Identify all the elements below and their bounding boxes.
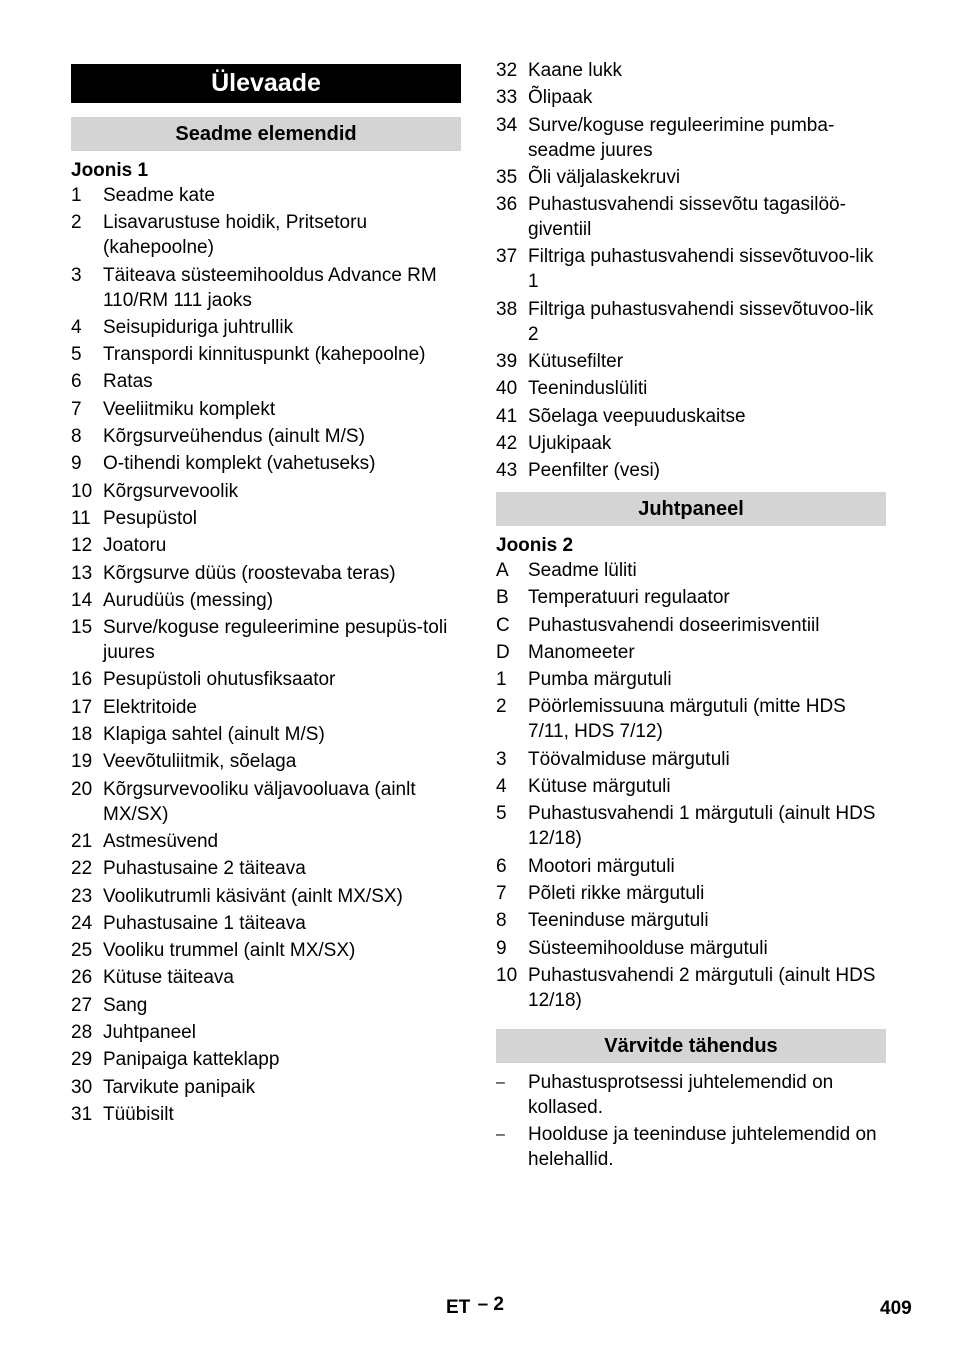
list-item xyxy=(71,749,461,774)
list-item-number: 35 xyxy=(496,166,518,188)
list-item-text: Täiteava süsteemihooldus Advance RM 110/RM 111 jaoks xyxy=(103,264,437,311)
list-item-text: Põleti rikke märgutuli xyxy=(528,882,705,904)
list-item xyxy=(496,349,886,374)
list-item xyxy=(71,369,461,394)
list-item-number: 5 xyxy=(496,803,507,825)
list-item xyxy=(496,558,886,583)
footer-section-number: – 2 xyxy=(477,1294,504,1315)
device-elements-list-part-2 xyxy=(496,58,886,486)
list-item xyxy=(71,722,461,747)
list-item-number: 2 xyxy=(71,212,82,234)
list-item-text: Filtriga puhastusvahendi sissevõtuvoo-lik 1 xyxy=(528,246,874,293)
list-item-text: Kõrgsurvevoolik xyxy=(103,480,239,502)
list-item-text: Süsteemihoolduse märgutuli xyxy=(528,937,768,959)
list-item xyxy=(71,856,461,881)
list-item xyxy=(71,588,461,613)
list-item xyxy=(71,210,461,260)
list-item xyxy=(496,85,886,110)
list-item xyxy=(71,397,461,422)
list-item-number: 23 xyxy=(71,885,93,907)
list-item xyxy=(71,1047,461,1072)
list-item xyxy=(71,342,461,367)
list-item-number: 22 xyxy=(71,858,93,880)
list-item-text: Puhastusvahendi 2 märgutuli (ainult HDS 12/18) xyxy=(528,964,876,1011)
list-item xyxy=(71,884,461,909)
list-item-number: 17 xyxy=(71,696,93,718)
list-item xyxy=(71,479,461,504)
list-item-number: 5 xyxy=(71,344,82,366)
list-item-text: Klapiga sahtel (ainult M/S) xyxy=(103,724,325,746)
list-item xyxy=(496,1122,886,1172)
list-item-text: Transpordi kinnituspunkt (kahepoolne) xyxy=(103,344,426,366)
list-item-text: Hoolduse ja teeninduse juhtelemendid on helehallid. xyxy=(528,1124,877,1171)
list-item xyxy=(71,911,461,936)
list-item-number: 43 xyxy=(496,460,518,482)
list-item xyxy=(71,1102,461,1127)
list-item-text: Mootori märgutuli xyxy=(528,855,675,877)
list-item-number: 40 xyxy=(496,378,518,400)
list-item xyxy=(496,1070,886,1120)
list-item-text: Teeninduslüliti xyxy=(528,378,648,400)
list-item xyxy=(496,113,886,163)
list-item xyxy=(496,585,886,610)
list-item-number: 9 xyxy=(71,453,82,475)
list-item xyxy=(71,695,461,720)
color-meaning-list xyxy=(496,1070,886,1175)
page-title: Ülevaade xyxy=(71,64,461,103)
list-item-text: Vooliku trummel (ainlt MX/SX) xyxy=(103,940,356,962)
list-item-number: 27 xyxy=(71,994,93,1016)
list-item xyxy=(71,938,461,963)
list-item-text: Surve/koguse reguleerimine pesupüs-toli juures xyxy=(103,617,448,664)
list-item-text: Puhastusaine 1 täiteava xyxy=(103,912,306,934)
list-item-number: 1 xyxy=(496,669,507,691)
list-item xyxy=(496,881,886,906)
list-item-number: 20 xyxy=(71,778,93,800)
list-item xyxy=(496,801,886,851)
list-item-number: 24 xyxy=(71,912,93,934)
list-item-text: Seadme lüliti xyxy=(528,560,637,581)
list-item-number: 21 xyxy=(71,830,93,852)
list-item xyxy=(496,908,886,933)
list-item-text: Puhastusprotsessi juhtelemendid on kollased. xyxy=(528,1072,834,1118)
list-item-number: 26 xyxy=(71,967,93,989)
list-item-number: 25 xyxy=(71,940,93,962)
list-item xyxy=(71,777,461,827)
section-header-color-meaning: Värvitde tähendus xyxy=(496,1029,886,1063)
list-item-number: 2 xyxy=(496,696,507,718)
figure-label-1: Joonis 1 xyxy=(71,160,149,181)
list-item-number: C xyxy=(496,614,510,636)
list-item-text: Elektritoide xyxy=(103,696,197,718)
list-item-text: Juhtpaneel xyxy=(103,1022,196,1044)
device-elements-list-part-1 xyxy=(71,183,461,1129)
list-item xyxy=(496,774,886,799)
list-item xyxy=(496,640,886,665)
list-item-text: Pesupüstol xyxy=(103,507,198,529)
list-item xyxy=(71,1075,461,1100)
list-item-text: Temperatuuri regulaator xyxy=(528,587,730,609)
list-item-number: 10 xyxy=(496,964,518,986)
list-item-number: 32 xyxy=(496,60,518,81)
list-item-text: Puhastusvahendi doseerimisventiil xyxy=(528,614,820,636)
list-item-number: – xyxy=(496,1126,505,1144)
list-item xyxy=(496,165,886,190)
list-item xyxy=(496,297,886,347)
list-item-text: Joatoru xyxy=(103,535,167,557)
list-item-number: 3 xyxy=(496,748,507,770)
list-item-text: Ratas xyxy=(103,371,153,393)
list-item-number: 33 xyxy=(496,87,518,109)
list-item-text: Puhastusvahendi 1 märgutuli (ainult HDS 12/18) xyxy=(528,803,876,850)
list-item-text: Puhastusaine 2 täiteava xyxy=(103,858,306,880)
list-item-number: 4 xyxy=(71,316,82,338)
list-item-number: – xyxy=(496,1074,505,1091)
list-item xyxy=(496,458,886,483)
list-item xyxy=(71,424,461,449)
list-item-text: Pöörlemissuuna märgutuli (mitte HDS 7/11, HDS 7/12) xyxy=(528,696,846,743)
list-item-text: Seadme kate xyxy=(103,185,215,206)
list-item xyxy=(71,615,461,665)
list-item xyxy=(71,506,461,531)
list-item-number: 18 xyxy=(71,724,93,746)
list-item-text: Teeninduse märgutuli xyxy=(528,910,709,932)
list-item-text: Voolikutrumli käsivänt (ainlt MX/SX) xyxy=(103,885,403,907)
footer-language-code: ET xyxy=(446,1297,471,1318)
list-item-text: Peenfilter (vesi) xyxy=(528,460,660,482)
list-item-number: 7 xyxy=(71,398,82,420)
list-item-number: 15 xyxy=(71,617,93,639)
list-item-number: 3 xyxy=(71,264,82,286)
list-item-number: 7 xyxy=(496,882,507,904)
list-item-number: 11 xyxy=(71,507,91,529)
list-item xyxy=(496,936,886,961)
list-item xyxy=(496,963,886,1013)
list-item xyxy=(496,58,886,83)
list-item-text: Pumba märgutuli xyxy=(528,669,672,691)
list-item-text: Kütuse täiteava xyxy=(103,967,234,989)
list-item xyxy=(496,431,886,456)
list-item-text: Kaane lukk xyxy=(528,60,623,81)
list-item-number: 10 xyxy=(71,480,93,502)
list-item-text: Puhastusvahendi sissevõtu tagasilöö-gіventiil xyxy=(528,194,846,241)
list-item-number: 39 xyxy=(496,351,518,373)
list-item xyxy=(71,1020,461,1045)
list-item xyxy=(496,244,886,294)
list-item-text: Seisupiduriga juhtrullik xyxy=(103,316,294,338)
list-item xyxy=(71,451,461,476)
list-item-text: Töövalmiduse märgutuli xyxy=(528,748,730,770)
list-item xyxy=(496,667,886,692)
list-item xyxy=(496,613,886,638)
list-item-number: 36 xyxy=(496,194,518,216)
list-item-number: A xyxy=(496,560,509,581)
list-item xyxy=(71,829,461,854)
list-item-number: B xyxy=(496,587,509,609)
list-item-text: Lisavarustuse hoidik, Pritsetoru (kahepoolne) xyxy=(103,212,368,259)
list-item-text: Astmesüvend xyxy=(103,830,219,852)
list-item-text: O-tihendi komplekt (vahetuseks) xyxy=(103,453,376,475)
list-item-text: Surve/koguse reguleerimine pumba-seadme juures xyxy=(528,114,835,161)
list-item xyxy=(71,561,461,586)
list-item xyxy=(496,404,886,429)
list-item xyxy=(71,533,461,558)
list-item xyxy=(496,854,886,879)
list-item xyxy=(71,965,461,990)
list-item xyxy=(71,667,461,692)
list-item-text: Ujukipaak xyxy=(528,432,612,454)
list-item xyxy=(71,315,461,340)
list-item-number: 4 xyxy=(496,776,507,798)
list-item-number: 12 xyxy=(71,535,93,557)
list-item-number: 16 xyxy=(71,669,93,691)
list-item-number: 14 xyxy=(71,589,93,611)
list-item-number: 6 xyxy=(496,855,507,877)
list-item-text: Sang xyxy=(103,994,148,1016)
list-item-number: 34 xyxy=(496,114,518,136)
list-item-number: D xyxy=(496,641,510,663)
list-item-number: 41 xyxy=(496,405,518,427)
list-item xyxy=(71,993,461,1018)
list-item-number: 6 xyxy=(71,371,82,393)
list-item xyxy=(71,183,461,208)
footer-language xyxy=(446,1294,504,1319)
list-item-number: 31 xyxy=(71,1103,93,1125)
list-item-text: Kütuse märgutuli xyxy=(528,776,671,798)
list-item-text: Aurudüüs (messing) xyxy=(103,589,274,611)
list-item-text: Veevõtuliitmik, sõelaga xyxy=(103,751,297,773)
list-item-text: Panipaiga katteklapp xyxy=(103,1049,280,1071)
list-item-text: Manomeeter xyxy=(528,641,635,663)
section-header-device-elements: Seadme elemendid xyxy=(71,117,461,151)
list-item-text: Kõrgsurve düüs (roostevaba teras) xyxy=(103,562,396,584)
list-item-text: Veeliitmiku komplekt xyxy=(103,398,276,420)
list-item-text: Õli väljalaskekruvi xyxy=(528,166,681,188)
list-item-number: 28 xyxy=(71,1022,93,1044)
list-item-text: Kütusefilter xyxy=(528,351,624,373)
list-item-text: Õlipaak xyxy=(528,87,593,109)
list-item xyxy=(71,263,461,313)
footer-page-number: 409 xyxy=(880,1298,912,1319)
list-item-number: 29 xyxy=(71,1049,93,1071)
list-item-number: 38 xyxy=(496,298,518,320)
list-item-number: 42 xyxy=(496,432,518,454)
list-item-text: Kõrgsurveühendus (ainult M/S) xyxy=(103,426,365,448)
list-item xyxy=(496,376,886,401)
list-item-text: Pesupüstoli ohutusfiksaator xyxy=(103,669,336,691)
list-item-number: 1 xyxy=(71,185,82,206)
control-panel-list xyxy=(496,558,886,1015)
list-item-number: 37 xyxy=(496,246,518,268)
list-item xyxy=(496,694,886,744)
list-item-number: 30 xyxy=(71,1076,93,1098)
list-item xyxy=(496,747,886,772)
list-item-number: 8 xyxy=(496,910,507,932)
list-item-text: Kõrgsurvevooliku väljavooluava (ainlt MX/SX) xyxy=(103,778,416,825)
list-item-number: 19 xyxy=(71,751,93,773)
list-item-number: 8 xyxy=(71,426,82,448)
list-item-text: Tarvikute panipaik xyxy=(103,1076,256,1098)
section-header-control-panel: Juhtpaneel xyxy=(496,492,886,526)
list-item-text: Tüübisilt xyxy=(103,1103,174,1125)
figure-label-2: Joonis 2 xyxy=(496,535,574,556)
list-item-number: 9 xyxy=(496,937,507,959)
list-item-text: Filtriga puhastusvahendi sissevõtuvoo-lik 2 xyxy=(528,298,874,345)
list-item-number: 13 xyxy=(71,562,93,584)
list-item xyxy=(496,192,886,242)
list-item-text: Sõelaga veepuuduskaitse xyxy=(528,405,746,427)
